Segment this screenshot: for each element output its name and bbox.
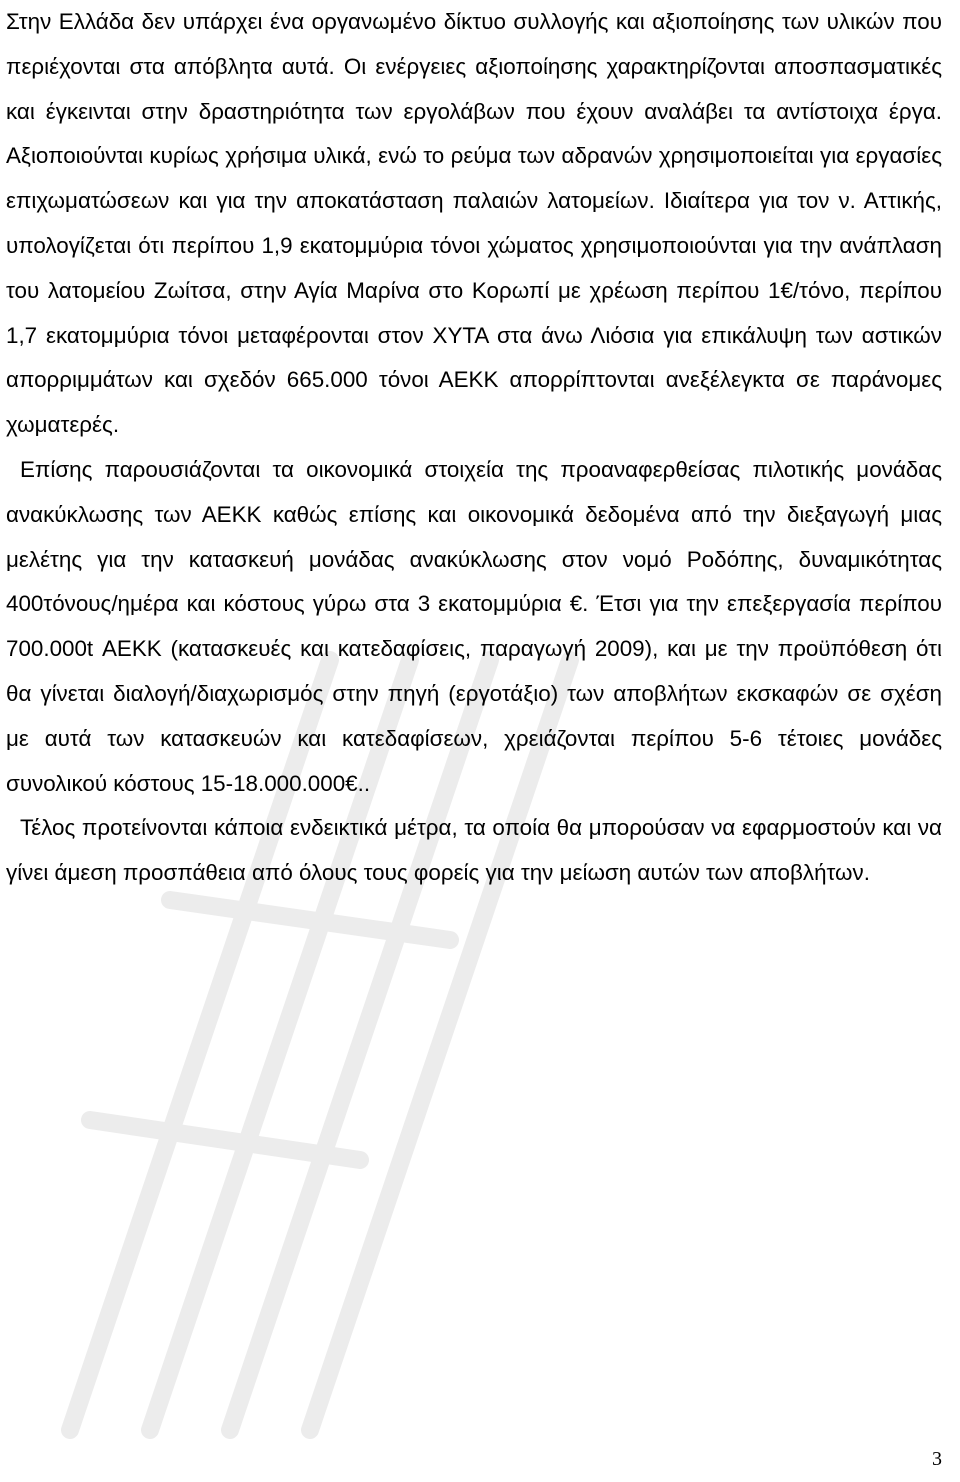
document-body [6, 0, 942, 896]
page-number: 3 [932, 1448, 942, 1470]
paragraph-2: Επίσης παρουσιάζονται τα οικονομικά στοιχεία της προαναφερθείσας πιλοτικής μονάδας ανακύκλωσης των ΑΕΚΚ καθώς επίσης και οικονομικά δεδομένα από την διεξαγωγή μιας μελέτης για την κατασκευή μονάδας ανακύκλωσης στον νομό Ροδόπης, δυναμικότητας 400τόνους/ημέρα και κόστους γύρω στα 3 εκατομμύρια €. Έτσι για την επεξεργασία περίπου 700.000t ΑΕΚΚ (κατασκευές και κατεδαφίσεις, παραγωγή 2009), και με την προϋπόθεση ότι θα γίνεται διαλογή/διαχωρισμός στην πηγή (εργοτάξιο) των αποβλήτων εκσκαφών σε σχέση με αυτά των κατασκευών και κατεδαφίσεων, χρειάζονται περίπου 5-6 τέτοιες μονάδες συνολικού κόστους 15-18.000.000€.. [6, 456, 942, 796]
paragraph-1: Στην Ελλάδα δεν υπάρχει ένα οργανωμένο δίκτυο συλλογής και αξιοποίησης των υλικών που περιέχονται στα απόβλητα αυτά. Οι ενέργειες αξιοποίησης χαρακτηρίζονται αποσπασματικές και έγκεινται στην δραστηριότητα των εργολάβων που έχουν αναλάβει τα αντίστοιχα έργα. Αξιοποιούνται κυρίως χρήσιμα υλικά, ενώ το ρεύμα των αδρανών χρησιμοποιείται για εργασίες επιχωματώσεων και για την αποκατάσταση παλαιών λατομείων. Ιδιαίτερα για τον ν. Αττικής, υπολογίζεται ότι περίπου 1,9 εκατομμύρια τόνοι χώματος χρησιμοποιούνται για την ανάπλαση του λατομείου Ζωίτσα, στην Αγία Μαρίνα στο Κορωπί με χρέωση περίπου 1€/τόνο, περίπου 1,7 εκατομμύρια τόνοι μεταφέρονται στον ΧΥΤΑ στα άνω Λιόσια για επικάλυψη των αστικών απορριμμάτων και σχεδόν 665.000 τόνοι ΑΕΚΚ απορρίπτονται ανεξέλεγκτα σε παράνομες χωματερές. [6, 9, 942, 438]
paragraph-3: Τέλος προτείνονται κάποια ενδεικτικά μέτρα, τα οποία θα μπορούσαν να εφαρμοστούν και να γίνει άμεση προσπάθεια από όλους τους φορείς για την μείωση αυτών των αποβλήτων. [6, 815, 942, 886]
